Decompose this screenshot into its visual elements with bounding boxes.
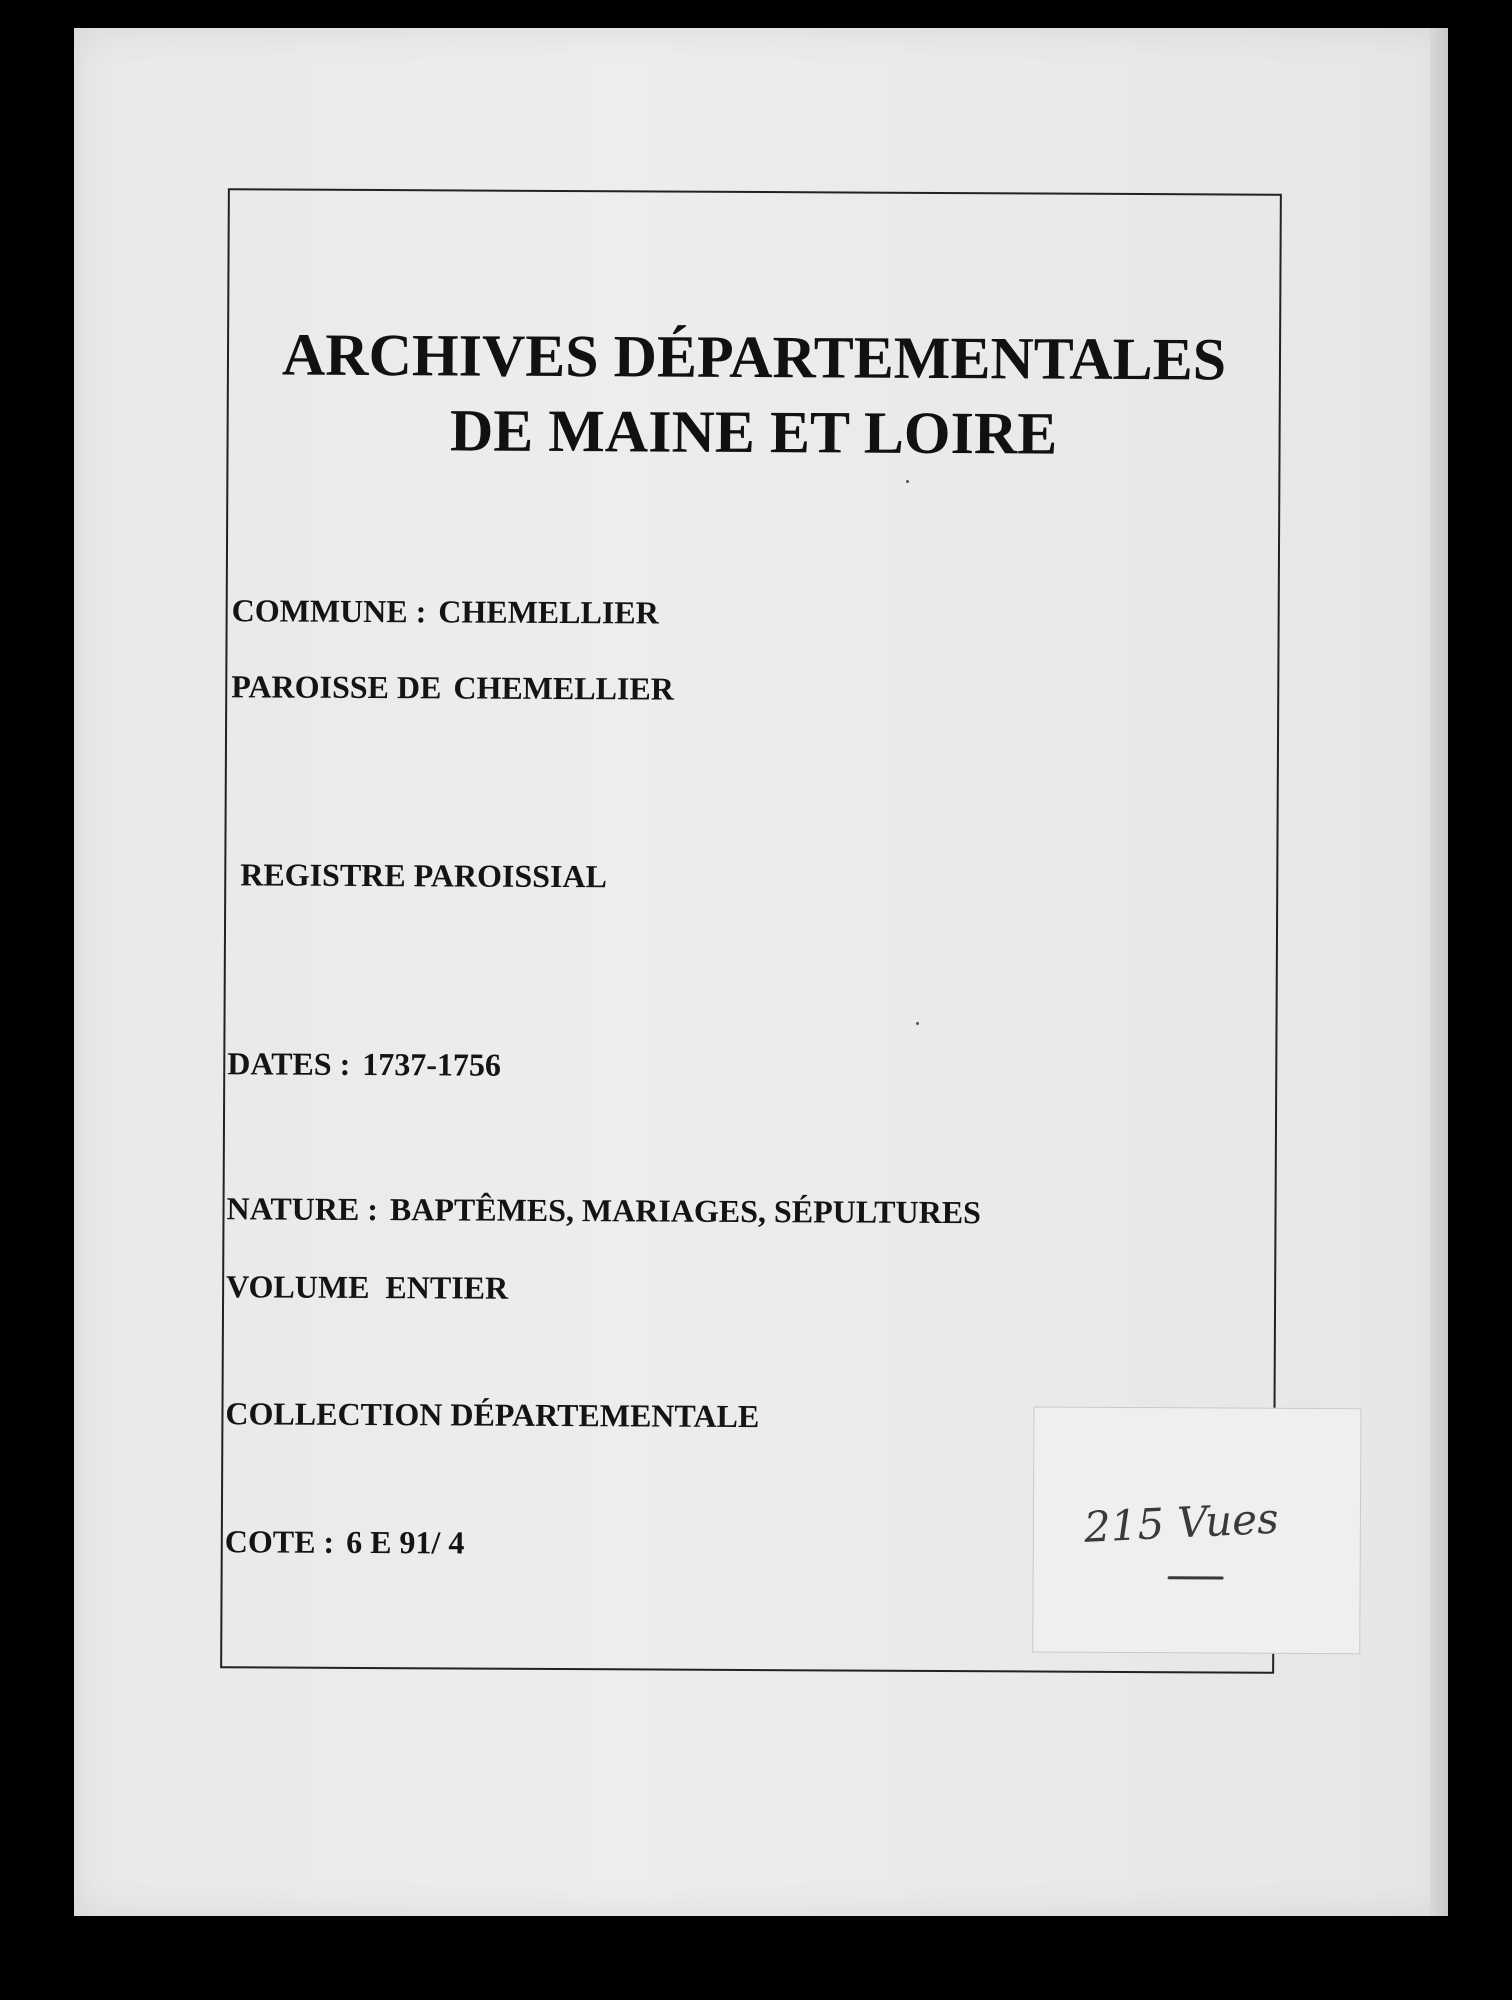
- cote-value: 6 E 91/ 4: [346, 1523, 465, 1561]
- registre-field: REGISTRE PAROISSIAL: [240, 856, 608, 895]
- paroisse-label: PAROISSE DE: [231, 668, 442, 706]
- archive-subtitle: DE MAINE ET LOIRE: [449, 397, 1058, 467]
- nature-value: BAPTÊMES, MARIAGES, SÉPULTURES: [389, 1191, 981, 1231]
- handwritten-note: 215 Vues: [1082, 1493, 1280, 1552]
- dates-field: [227, 1045, 501, 1083]
- dates-value: 1737-1756: [362, 1045, 502, 1083]
- commune-label: COMMUNE :: [231, 592, 427, 630]
- archive-title: ARCHIVES DÉPARTEMENTALES: [281, 321, 1227, 393]
- paroisse-field: [231, 668, 674, 707]
- document-page: [74, 28, 1448, 1916]
- nature-label: NATURE :: [226, 1190, 379, 1228]
- paper-speck: [916, 1022, 919, 1025]
- paroisse-value: CHEMELLIER: [453, 669, 674, 707]
- nature-field: [226, 1190, 981, 1231]
- volume-field: VOLUME ENTIER: [226, 1268, 509, 1306]
- cote-label: COTE :: [224, 1523, 335, 1560]
- annotation-sticker: [1032, 1406, 1361, 1654]
- commune-value: CHEMELLIER: [438, 593, 659, 631]
- dates-label: DATES :: [227, 1045, 351, 1082]
- collection-field: COLLECTION DÉPARTEMENTALE: [225, 1395, 760, 1435]
- commune-field: [232, 592, 659, 631]
- paper-speck: [906, 480, 909, 483]
- document-frame: [220, 188, 1282, 1673]
- page-edge: [1430, 28, 1448, 1916]
- cote-field: [225, 1523, 465, 1561]
- handwritten-underline: [1168, 1576, 1224, 1579]
